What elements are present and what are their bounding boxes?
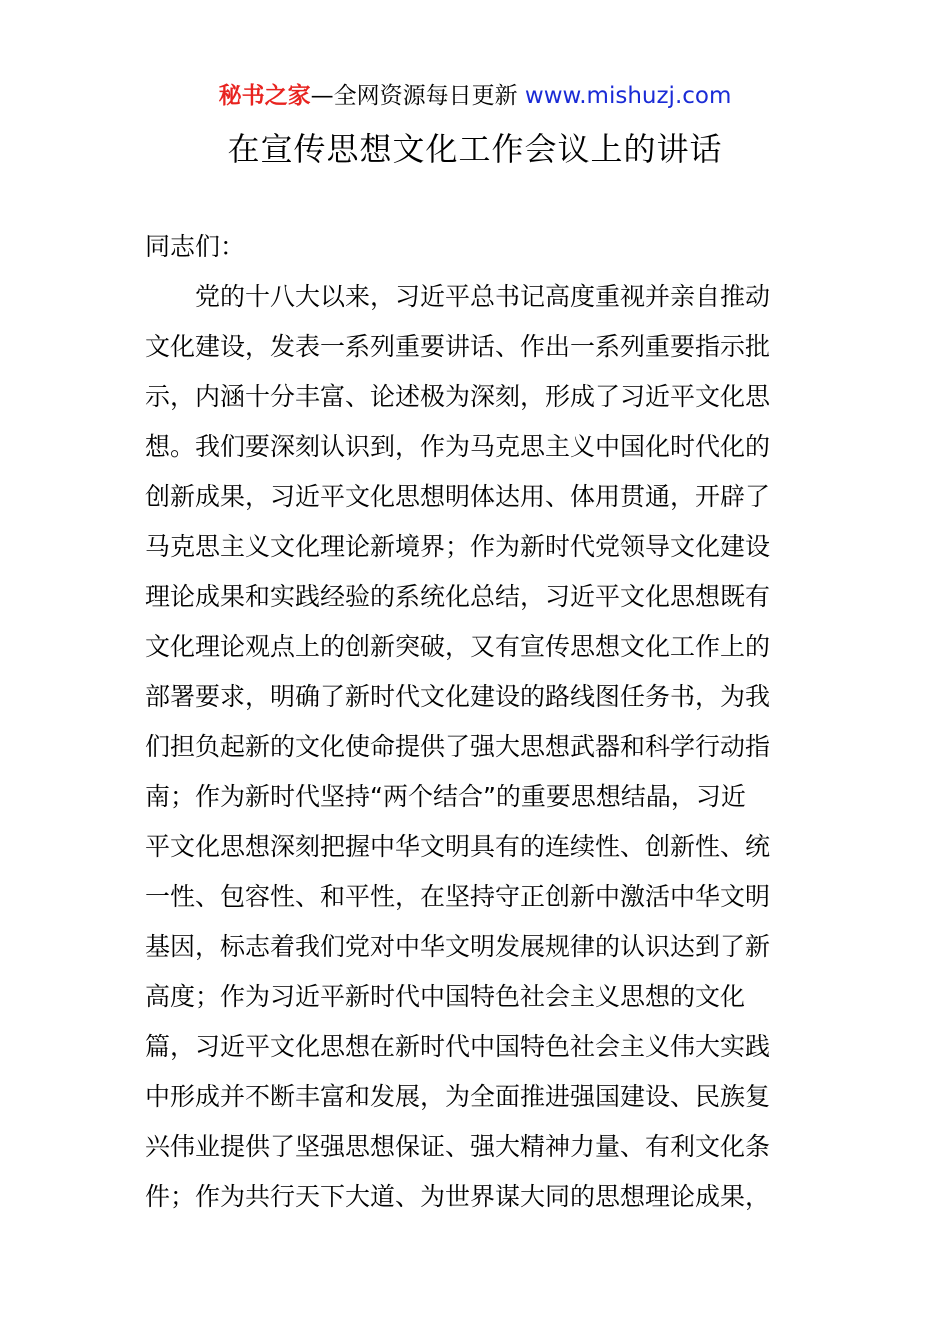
paragraph-line: 文化建设，发表一系列重要讲话、作出一系列重要指示批 bbox=[145, 332, 771, 361]
paragraph-line: 兴伟业提供了坚强思想保证、强大精神力量、有利文化条 bbox=[145, 1132, 771, 1161]
paragraph-line: 篇，习近平文化思想在新时代中国特色社会主义伟大实践 bbox=[145, 1032, 771, 1061]
site-link[interactable]: www.mishuzj.com bbox=[524, 83, 732, 109]
paragraph-line: 件；作为共行天下大道、为世界谋大同的思想理论成果， bbox=[145, 1182, 771, 1211]
paragraph-line: 想。我们要深刻认识到，作为马克思主义中国化时代化的 bbox=[145, 432, 771, 461]
site-header bbox=[0, 80, 950, 112]
paragraph-line: 一性、包容性、和平性，在坚持守正创新中激活中华文明 bbox=[145, 882, 771, 911]
paragraph-line: 创新成果，习近平文化思想明体达用、体用贯通，开辟了 bbox=[145, 482, 771, 511]
paragraph-line: 南；作为新时代坚持“两个结合”的重要思想结晶，习近 bbox=[145, 782, 746, 811]
paragraph-line: 部署要求，明确了新时代文化建设的路线图任务书，为我 bbox=[145, 682, 771, 711]
document-title: 在宣传思想文化工作会议上的讲话 bbox=[227, 130, 723, 168]
paragraph-line: 马克思主义文化理论新境界；作为新时代党领导文化建设 bbox=[145, 532, 771, 561]
header-tagline: —全网资源每日更新 bbox=[310, 83, 518, 109]
brand-name: 秘书之家 bbox=[218, 83, 311, 109]
paragraph-line: 文化理论观点上的创新突破，又有宣传思想文化工作上的 bbox=[145, 632, 771, 661]
paragraph-line: 中形成并不断丰富和发展，为全面推进强国建设、民族复 bbox=[145, 1082, 771, 1111]
paragraph-line: 理论成果和实践经验的系统化总结，习近平文化思想既有 bbox=[145, 582, 771, 611]
paragraph-line: 示，内涵十分丰富、论述极为深刻，形成了习近平文化思 bbox=[145, 382, 771, 411]
document-body bbox=[145, 222, 805, 1222]
paragraph-line: 高度；作为习近平新时代中国特色社会主义思想的文化 bbox=[145, 982, 746, 1011]
paragraph-line: 基因，标志着我们党对中华文明发展规律的认识达到了新 bbox=[145, 932, 771, 961]
paragraph-line: 平文化思想深刻把握中华文明具有的连续性、创新性、统 bbox=[145, 832, 771, 861]
paragraph-line: 党的十八大以来，习近平总书记高度重视并亲自推动 bbox=[195, 282, 771, 311]
paragraph-line: 们担负起新的文化使命提供了强大思想武器和科学行动指 bbox=[145, 732, 771, 761]
salutation: 同志们： bbox=[145, 232, 246, 261]
